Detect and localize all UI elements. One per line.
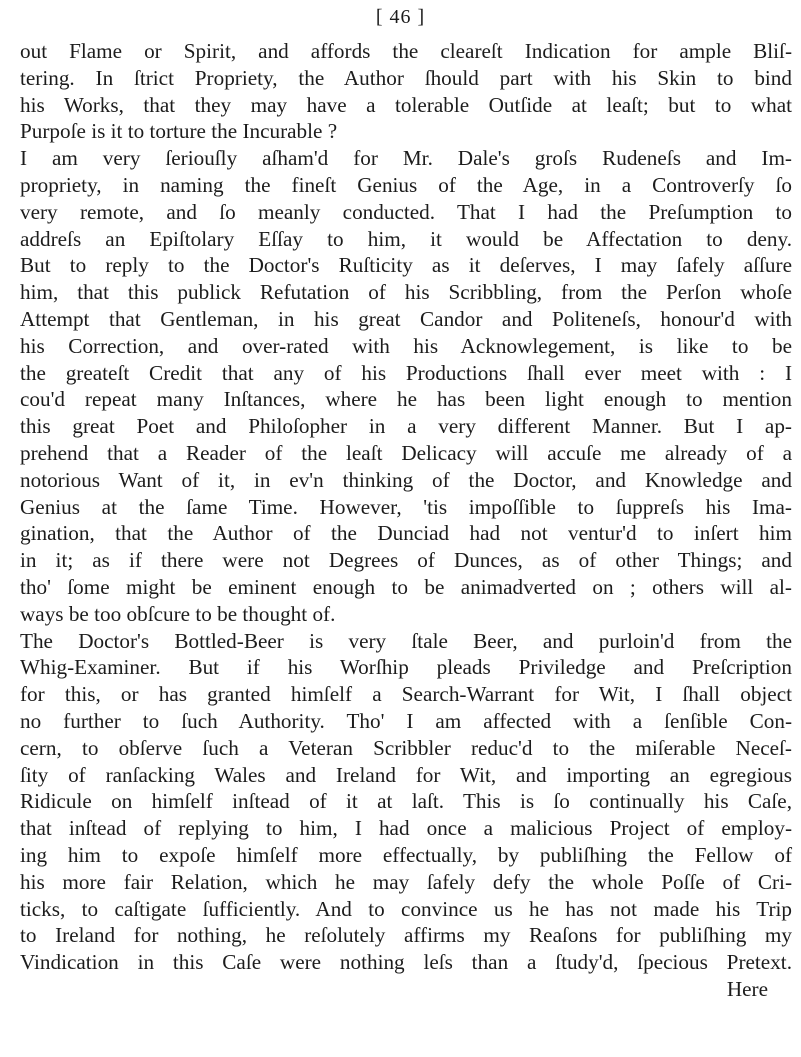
text-line: cou'd repeat many Inſtances, where he has been light enough to mention (20, 387, 792, 412)
text-line: no further to ſuch Authority. Tho' I am affected with a ſenſible Con- (20, 708, 792, 733)
text-line: his more fair Relation, which he may ſafely defy the whole Poſſe of Cri- (20, 869, 792, 894)
text-line: him, that this publick Refutation of his Scribbling, from the Perſon whoſe (20, 280, 792, 305)
text-line: to Ireland for nothing, he reſolutely affirms my Reaſons for publiſhing my (20, 923, 792, 948)
text-line: very remote, and ſo meanly conducted. That I had the Preſumption to (20, 199, 792, 224)
page-number: [ 46 ] (375, 6, 426, 28)
body-text (20, 38, 792, 1003)
text-line: tering. In ſtrict Propriety, the Author ſhould part with his Skin to bind (20, 65, 792, 90)
text-line: prehend that a Reader of the leaſt Delicacy will accuſe me already of a (20, 440, 792, 465)
text-line: his Correction, and over-rated with his Acknowlegement, is like to be (20, 333, 792, 358)
text-line: this great Poet and Philoſopher in a very different Manner. But I ap- (20, 414, 792, 439)
text-line: Genius at the ſame Time. However, 'tis impoſſible to ſuppreſs his Ima- (20, 494, 792, 519)
text-line: ways be too obſcure to be thought of. (20, 601, 336, 626)
text-line: Vindication in this Caſe were nothing leſs than a ſtudy'd, ſpecious Pretext. (20, 950, 792, 975)
catchword: Here (726, 976, 768, 1001)
text-line: Ridicule on himſelf inſtead of it at laſt. This is ſo continually his Caſe, (20, 789, 792, 814)
text-line: the greateſt Credit that any of his Productions ſhall ever meet with : I (20, 360, 792, 385)
text-line: ticks, to caſtigate ſufficiently. And to convince us he has not made his Trip (20, 896, 792, 921)
text-line: gination, that the Author of the Dunciad had not ventur'd to inſert him (20, 521, 792, 546)
text-line: The Doctor's Bottled-Beer is very ſtale Beer, and purloin'd from the (20, 628, 792, 653)
text-line: Attempt that Gentleman, in his great Candor and Politeneſs, honour'd with (20, 306, 792, 331)
text-line: his Works, that they may have a tolerable Outſide at leaſt; but to what (20, 92, 792, 117)
text-line: for this, or has granted himſelf a Search-Warrant for Wit, I ſhall object (20, 682, 792, 707)
text-line: ing him to expoſe himſelf more effectually, by publiſhing the Fellow of (20, 842, 792, 867)
text-line: tho' ſome might be eminent enough to be animadverted on ; others will al- (20, 574, 792, 599)
text-line: notorious Want of it, in ev'n thinking of the Doctor, and Knowledge and (20, 467, 792, 492)
text-line: Whig-Examiner. But if his Worſhip pleads Priviledge and Preſcription (20, 655, 792, 680)
text-line: Purpoſe is it to torture the Incurable ? (20, 119, 338, 144)
text-line: But to reply to the Doctor's Ruſticity as it deſerves, I may ſafely aſſure (20, 253, 792, 278)
text-line: ſity of ranſacking Wales and Ireland for Wit, and importing an egregious (20, 762, 792, 787)
text-line: propriety, in naming the fineſt Genius of the Age, in a Controverſy ſo (20, 172, 792, 197)
text-line: in it; as if there were not Degrees of Dunces, as of other Things; and (20, 548, 792, 573)
text-line: out Flame or Spirit, and affords the cleareſt Indication for ample Bliſ- (20, 39, 792, 63)
text-line: cern, to obſerve ſuch a Veteran Scribbler reduc'd to the miſerable Neceſ- (20, 735, 792, 760)
text-line: addreſs an Epiſtolary Eſſay to him, it would be Affectation to deny. (20, 226, 792, 251)
text-line: that inſtead of replying to him, I had once a malicious Project of employ- (20, 816, 792, 841)
text-line: I am very ſeriouſly aſham'd for Mr. Dale's groſs Rudeneſs and Im- (20, 146, 792, 171)
